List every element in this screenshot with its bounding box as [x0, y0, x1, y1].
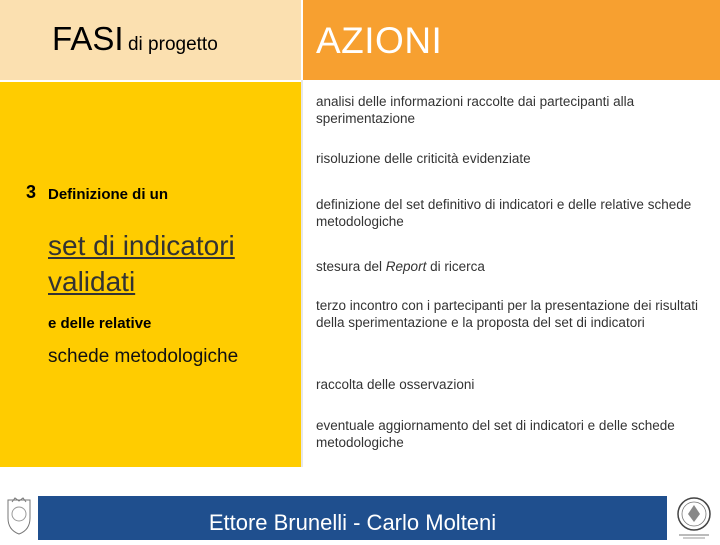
action-item [316, 258, 711, 275]
panel-divider [301, 80, 303, 467]
action-item: eventuale aggiornamento del set di indicatori e delle schede metodologiche [316, 418, 675, 450]
action-item: terzo incontro con i partecipanti per la presentazione dei risultati della sperimentazione e la proposta del set di indicatori [316, 298, 698, 330]
phase-line-2: set di indicatori validati [48, 230, 235, 297]
action-item: risoluzione delle criticità evidenziate [316, 151, 531, 166]
action-text: di ricerca [426, 259, 485, 274]
action-text-italic: Report [385, 259, 427, 274]
footer-authors: Ettore Brunelli - Carlo Molteni [208, 510, 497, 535]
phase-line-1: Definizione di un [48, 186, 168, 203]
municipal-crest-icon [0, 494, 38, 540]
fasi-title-sub: di progetto [127, 34, 218, 55]
azioni-title: AZIONI [316, 20, 443, 61]
phase-line-3: e delle relative [48, 315, 152, 332]
action-item: definizione del set definitivo di indicatori e delle relative schede metodologiche [316, 197, 692, 229]
phase-number: 3 [26, 182, 37, 202]
action-text: stesura del [316, 259, 386, 274]
fasi-title-main: FASI [52, 20, 124, 57]
action-item: raccolta delle osservazioni [316, 377, 475, 392]
fasi-title [52, 20, 218, 58]
phase-line-4: schede metodologiche [48, 346, 239, 367]
university-seal-icon [669, 494, 720, 540]
action-item: analisi delle informazioni raccolte dai partecipanti alla sperimentazione [316, 94, 635, 126]
